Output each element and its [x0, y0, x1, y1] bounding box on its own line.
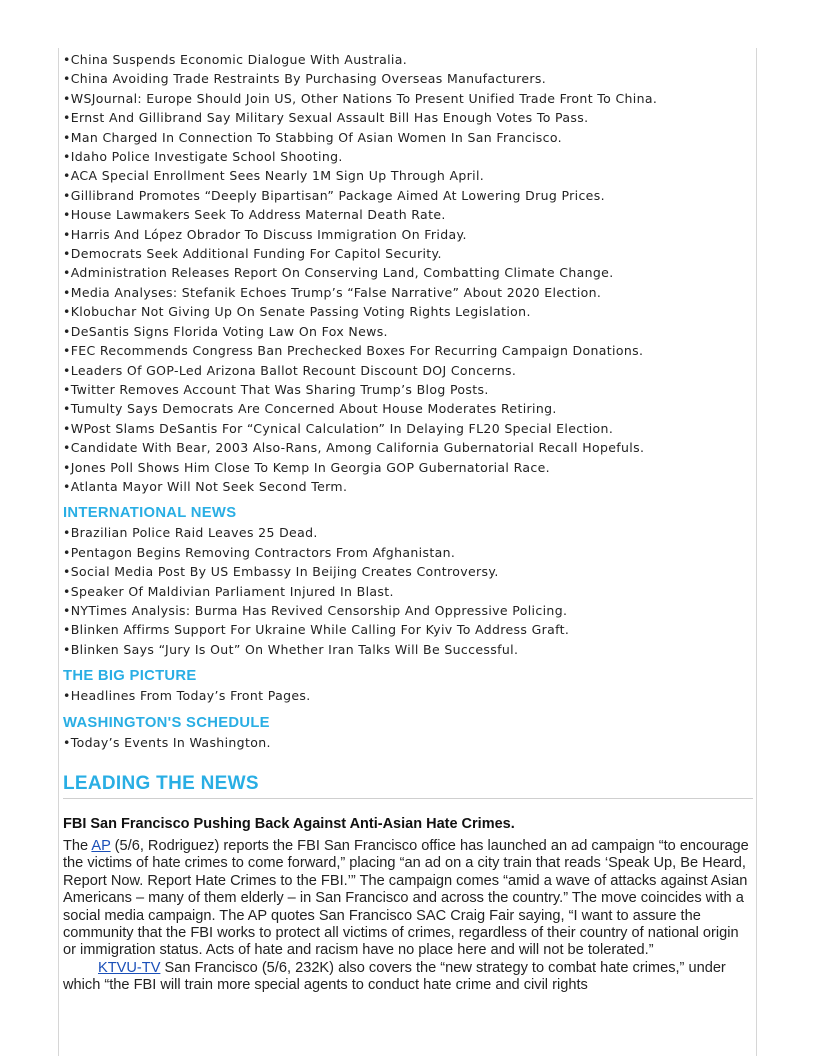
headline-link[interactable]: • Headlines From Today’s Front Pages. [63, 686, 753, 705]
politics-headline-list [63, 50, 753, 496]
left-margin-rule [58, 48, 59, 1056]
headline-link[interactable]: • Candidate With Bear, 2003 Also-Rans, Among California Gubernatorial Recall Hopefuls. [63, 438, 753, 457]
headline-link[interactable]: • Gillibrand Promotes “Deeply Bipartisan” Package Aimed At Lowering Drug Prices. [63, 186, 753, 205]
headline-link[interactable]: • Atlanta Mayor Will Not Seek Second Term. [63, 477, 753, 496]
headline-link[interactable]: • China Suspends Economic Dialogue With Australia. [63, 50, 753, 69]
leading-the-news-heading: LEADING THE NEWS [63, 772, 753, 799]
headline-link[interactable]: • ACA Special Enrollment Sees Nearly 1M Sign Up Through April. [63, 166, 753, 185]
ktvu-source-link[interactable]: KTVU-TV [98, 959, 161, 976]
headline-link[interactable]: • Blinken Affirms Support For Ukraine While Calling For Kyiv To Address Graft. [63, 620, 753, 639]
headline-link[interactable]: • Twitter Removes Account That Was Sharing Trump’s Blog Posts. [63, 380, 753, 399]
headline-link[interactable]: • House Lawmakers Seek To Address Maternal Death Rate. [63, 205, 753, 224]
story-paragraph-1 [63, 838, 753, 960]
headline-link[interactable]: • NYTimes Analysis: Burma Has Revived Censorship And Oppressive Policing. [63, 601, 753, 620]
headline-link[interactable]: • Social Media Post By US Embassy In Beijing Creates Controversy. [63, 562, 753, 581]
headline-link[interactable]: • Man Charged In Connection To Stabbing Of Asian Women In San Francisco. [63, 128, 753, 147]
headline-link[interactable]: • Tumulty Says Democrats Are Concerned About House Moderates Retiring. [63, 399, 753, 418]
headline-link[interactable]: • DeSantis Signs Florida Voting Law On Fox News. [63, 322, 753, 341]
headline-link[interactable]: • WSJournal: Europe Should Join US, Other Nations To Present Unified Trade Front To China. [63, 89, 753, 108]
right-margin-rule [756, 48, 757, 1056]
schedule-headline-list [63, 733, 753, 752]
headline-link[interactable]: • FEC Recommends Congress Ban Prechecked Boxes For Recurring Campaign Donations. [63, 341, 753, 360]
headline-link[interactable]: • Leaders Of GOP-Led Arizona Ballot Recount Discount DOJ Concerns. [63, 361, 753, 380]
international-news-heading: INTERNATIONAL NEWS [63, 505, 237, 522]
headline-link[interactable]: • Brazilian Police Raid Leaves 25 Dead. [63, 523, 753, 542]
headline-link[interactable]: • Idaho Police Investigate School Shooting. [63, 147, 753, 166]
headline-link[interactable]: • Pentagon Begins Removing Contractors From Afghanistan. [63, 543, 753, 562]
story-paragraph-2-text: San Francisco (5/6, 232K) also covers the “new strategy to combat hate crimes,” under which “the FBI will train more special agents to conduct hate crime and civil rights [63, 959, 726, 994]
headline-link[interactable]: • Klobuchar Not Giving Up On Senate Passing Voting Rights Legislation. [63, 302, 753, 321]
washington-schedule-heading: WASHINGTON'S SCHEDULE [63, 714, 270, 731]
international-headline-list [63, 523, 753, 659]
story-paragraph-1-lead: The [63, 838, 92, 854]
headline-link[interactable]: • Democrats Seek Additional Funding For Capitol Security. [63, 244, 753, 263]
headline-link[interactable]: • Blinken Says “Jury Is Out” On Whether Iran Talks Will Be Successful. [63, 640, 753, 659]
headline-link[interactable]: • Ernst And Gillibrand Say Military Sexual Assault Bill Has Enough Votes To Pass. [63, 108, 753, 127]
headline-link[interactable]: • WPost Slams DeSantis For “Cynical Calculation” In Delaying FL20 Special Election. [63, 419, 753, 438]
headline-link[interactable]: • Harris And López Obrador To Discuss Immigration On Friday. [63, 225, 753, 244]
headline-link[interactable]: • Media Analyses: Stefanik Echoes Trump’s “False Narrative” About 2020 Election. [63, 283, 753, 302]
headline-link[interactable]: • Speaker Of Maldivian Parliament Injured In Blast. [63, 582, 753, 601]
story-paragraph-2 [63, 960, 753, 995]
big-picture-heading: THE BIG PICTURE [63, 668, 197, 685]
headline-link[interactable]: • Administration Releases Report On Conserving Land, Combatting Climate Change. [63, 263, 753, 282]
headline-link[interactable]: • Today’s Events In Washington. [63, 733, 753, 752]
headline-link[interactable]: • China Avoiding Trade Restraints By Purchasing Overseas Manufacturers. [63, 69, 753, 88]
ap-source-link[interactable]: AP [91, 838, 111, 854]
newsletter-content [63, 50, 753, 995]
headline-link[interactable]: • Jones Poll Shows Him Close To Kemp In Georgia GOP Gubernatorial Race. [63, 458, 753, 477]
story-paragraph-1-text: (5/6, Rodriguez) reports the FBI San Francisco office has launched an ad campaign “to encourage the victims of hate crimes to come forward,” placing “an ad on a city train that reads ‘Speak Up, Be Heard, Report Now. Report Hate Crimes to the FBI.’” The campaign comes “amid a wave of attacks against Asian Americans – many of them elderly – in San Francisco and across the country.” The move coincides with a social media campaign. The AP quotes San Francisco SAC Craig Fair saying, “I want to assure the community that the FBI works to protect all victims of crimes, regardless of their country of national origin or immigration status. Acts of hate and racism have no place here and will not be tolerated.” [63, 838, 749, 959]
story-title: FBI San Francisco Pushing Back Against Anti-Asian Hate Crimes. [63, 816, 515, 832]
big-picture-headline-list [63, 686, 753, 705]
